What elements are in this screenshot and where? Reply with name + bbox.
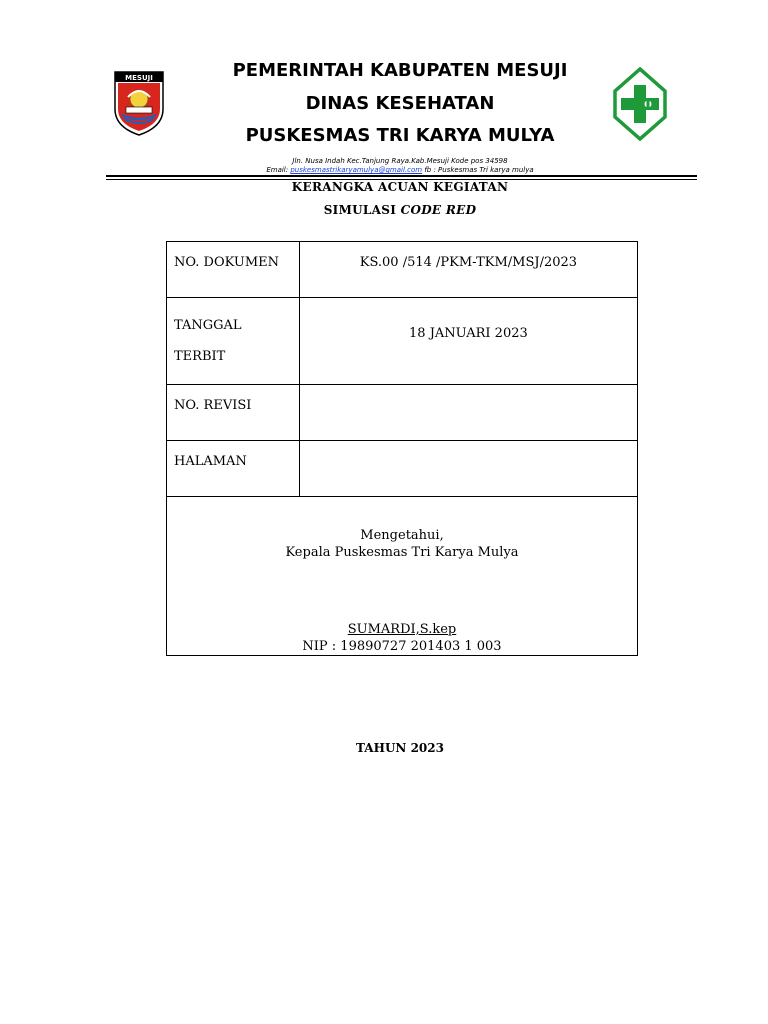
label-issue-date-line2: TERBIT xyxy=(174,349,226,364)
row-page xyxy=(167,441,638,497)
header-address: Jln. Nusa Indah Kec.Tanjung Raya.Kab.Mesuji Kode pos 34598 xyxy=(292,157,508,165)
header-contact xyxy=(200,166,600,175)
label-issue-date xyxy=(167,298,300,385)
value-page xyxy=(299,441,637,497)
signature-space xyxy=(167,561,637,621)
label-revision: NO. REVISI xyxy=(167,385,300,441)
mesuji-logo-label: MESUJI xyxy=(125,74,153,82)
label-document-number: NO. DOKUMEN xyxy=(167,242,300,298)
mesuji-regency-logo xyxy=(112,69,166,137)
email-link[interactable]: puskesmastrikaryamulya@gmail.com xyxy=(290,166,423,174)
header-divider-thick xyxy=(106,175,697,177)
label-issue-date-line1: TANGGAL xyxy=(174,318,242,333)
row-revision xyxy=(167,385,638,441)
email-label: Email: xyxy=(266,166,289,174)
subtitle-code-red: CODE RED xyxy=(400,203,477,217)
header-department: DINAS KESEHATAN xyxy=(305,93,495,114)
document-subtitle xyxy=(180,203,620,217)
approval-position: Kepala Puskesmas Tri Karya Mulya xyxy=(285,545,519,560)
document-year: TAHUN 2023 xyxy=(356,741,444,755)
document-title: KERANGKA ACUAN KEGIATAN xyxy=(291,180,509,194)
approval-acknowledged: Mengetahui, xyxy=(360,528,444,543)
facebook-info: fb : Puskesmas Tri karya mulya xyxy=(424,166,534,174)
puskesmas-logo xyxy=(613,67,667,141)
header-government: PEMERINTAH KABUPATEN MESUJI xyxy=(232,60,568,81)
value-revision xyxy=(299,385,637,441)
header-puskesmas: PUSKESMAS TRI KARYA MULYA xyxy=(245,125,555,146)
subtitle-prefix: SIMULASI xyxy=(323,203,401,217)
row-document-number xyxy=(167,242,638,298)
approval-name: SUMARDI,S.kep xyxy=(347,622,457,637)
row-issue-date xyxy=(167,298,638,385)
document-info-table xyxy=(166,241,638,656)
value-issue-date: 18 JANUARI 2023 xyxy=(299,298,637,385)
label-page: HALAMAN xyxy=(167,441,300,497)
approval-nip: NIP : 19890727 201403 1 003 xyxy=(302,639,502,654)
value-document-number: KS.00 /514 /PKM-TKM/MSJ/2023 xyxy=(299,242,637,298)
row-approval xyxy=(167,497,638,656)
approval-block xyxy=(167,497,638,656)
